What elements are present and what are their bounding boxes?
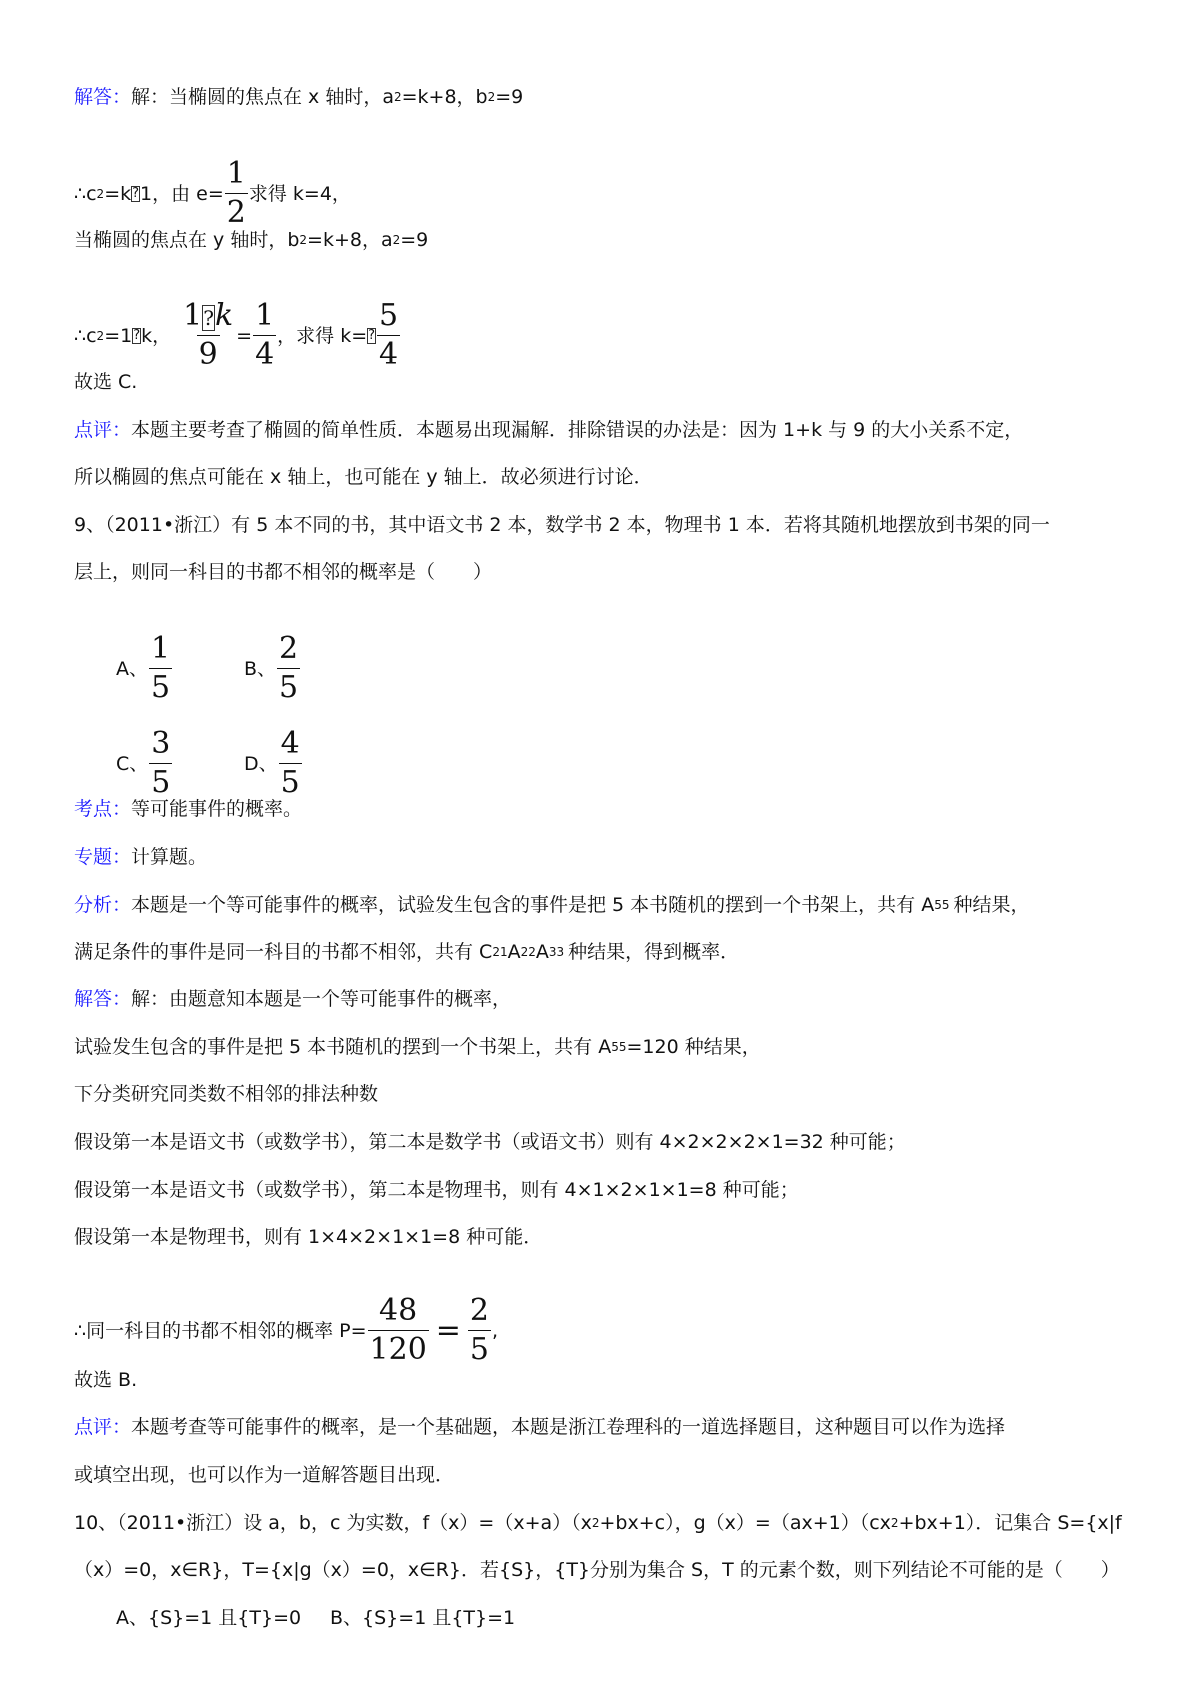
text: ∴同一科目的书都不相邻的概率 P= (74, 1319, 367, 1342)
q9-answer-5: 假设第一本是语文书（或数学书），第二本是物理书，则有 4×1×2×1×1=8 种可能； (74, 1179, 799, 1201)
denominator: 5 (280, 765, 300, 800)
option-b[interactable]: B、{S}=1 且{T}=1 (330, 1607, 516, 1629)
q8-line3: 当椭圆的焦点在 y 轴时，b 2 =k+8，a 2 =9 (74, 229, 429, 251)
fraction (277, 632, 300, 705)
q9-answer-4: 假设第一本是语文书（或数学书），第二本是数学书（或语文书）则有 4×2×2×2×1=32 种可能； (74, 1131, 906, 1153)
numerator: 1 (255, 298, 275, 333)
q9-options-row1 (116, 632, 372, 705)
text: 求得 k=4， (248, 182, 351, 205)
text: 本题是一个等可能事件的概率，试验发生包含的事件是把 5 本书随机的摆到一个书架上，共有 A (131, 894, 935, 916)
fraction (279, 727, 302, 800)
text: A (535, 941, 549, 963)
option-letter: C、 (116, 752, 149, 775)
q9-answer-3: 下分类研究同类数不相邻的排法种数 (74, 1083, 379, 1105)
text: +bx+c），g（x）=（ax+1）（cx (599, 1512, 891, 1534)
q9-zhuanti (74, 845, 207, 869)
equals: = (435, 1312, 461, 1348)
text: 当椭圆的焦点在 y 轴时，b (74, 229, 300, 251)
text: 解：由题意知本题是一个等可能事件的概率， (131, 988, 512, 1010)
numerator: 4 (280, 726, 300, 761)
review-label: 点评： (74, 1416, 132, 1438)
numerator: 1 (151, 631, 171, 666)
text: =k+8，b (401, 86, 488, 108)
numerator: 48 (379, 1293, 418, 1328)
text: 满足条件的事件是同一科目的书都不相邻，共有 C (74, 941, 493, 963)
fraction (253, 299, 276, 372)
option-letter: A、 (116, 657, 148, 680)
text: =1 (104, 324, 133, 347)
text: A (507, 941, 521, 963)
text: 10、（2011•浙江）设 a，b，c 为实数，f（x）=（x+a）（x (74, 1512, 592, 1534)
denominator: 5 (279, 670, 299, 705)
numerator (181, 299, 235, 335)
denominator: 4 (379, 337, 399, 372)
option-letter: B、 (244, 657, 277, 680)
text: =k (104, 182, 132, 205)
denominator: 120 (369, 1332, 427, 1367)
missing-glyph: ? (368, 327, 376, 343)
option-d[interactable] (244, 727, 372, 800)
option-letter: D、 (244, 752, 278, 775)
numerator: 1 (226, 156, 246, 191)
q9-kaodian (74, 797, 302, 821)
q9-answer (74, 987, 511, 1011)
text: 试验发生包含的事件是把 5 本书随机的摆到一个书架上，共有 A (74, 1036, 612, 1058)
review-label: 点评： (74, 419, 132, 441)
numerator: 3 (151, 726, 171, 761)
text: 种结果， (953, 894, 1030, 916)
fraction (149, 632, 172, 705)
fraction (468, 1294, 491, 1367)
denominator: 5 (469, 1332, 490, 1367)
q8-review (74, 418, 1023, 442)
q10-stem-1: 10、（2011•浙江）设 a，b，c 为实数，f（x）=（x+a）（x 2 +bx+c），g（x）=（ax+1）（cx 2 +bx+1）．记集合 S={x|f (74, 1512, 1122, 1534)
option-a[interactable] (116, 632, 244, 705)
numerator: 2 (279, 631, 299, 666)
text: ∴c (74, 324, 97, 347)
denominator: 9 (198, 337, 218, 372)
text: 种结果，得到概率． (568, 941, 740, 963)
text: =120 种结果， (626, 1036, 761, 1058)
fraction (377, 299, 400, 372)
text: 计算题。 (131, 846, 208, 868)
q8-answer-line: 解答： 解：当椭圆的焦点在 x 轴时，a 2 =k+8，b 2 =9 (74, 86, 524, 108)
option-b[interactable] (244, 632, 372, 705)
fraction (181, 299, 235, 372)
var: k (214, 298, 234, 333)
text: =9 (495, 86, 524, 108)
fraction (149, 727, 172, 800)
text: 1，由 e= (140, 182, 224, 205)
text: k， (141, 324, 172, 347)
text: 1 (183, 298, 203, 333)
answer-label: 解答： (74, 988, 132, 1010)
denominator: 5 (151, 765, 171, 800)
fraction (368, 1294, 429, 1367)
zhuanti-label: 专题： (74, 846, 132, 868)
q9-review-2: 或填空出现，也可以作为一道解答题目出现． (74, 1464, 455, 1486)
text: 解：当椭圆的焦点在 x 轴时，a (131, 86, 394, 108)
q9-options-row2 (116, 727, 372, 800)
answer-label: 解答： (74, 86, 132, 108)
q9-stem-1: 9、（2011•浙江）有 5 本不同的书，其中语文书 2 本，数学书 2 本，物理书 1 本．若将其随机地摆放到书架的同一 (74, 514, 1050, 536)
text: =9 (400, 229, 429, 251)
fraction (225, 157, 248, 230)
q10-stem-2: （x）=0，x∈R}，T={x|g（x）=0，x∈R}．若{S}，{T}分别为集合 S，T 的元素个数，则下列结论不可能的是（ ） (74, 1559, 1120, 1581)
missing-glyph: ? (132, 185, 140, 201)
q8-choose: 故选 C. (74, 371, 138, 393)
text: 本题主要考查了椭圆的简单性质．本题易出现漏解．排除错误的办法是：因为 1+k 与 9 的大小关系不定， (131, 419, 1024, 441)
numerator: 5 (379, 298, 399, 333)
q9-choose: 故选 B. (74, 1369, 138, 1391)
q9-answer-7 (74, 1294, 498, 1367)
q8-line2: ∴c 2 =k ? 1，由 e= $\frac{1}{2}$ 求得 k=4， (74, 156, 351, 230)
missing-glyph: ? (133, 327, 141, 343)
numerator: 2 (469, 1293, 490, 1328)
q9-answer-2: 试验发生包含的事件是把 5 本书随机的摆到一个书架上，共有 A 5 5 =120 种结果， (74, 1036, 761, 1058)
q9-answer-6: 假设第一本是物理书，则有 1×4×2×1×1=8 种可能． (74, 1226, 543, 1248)
denominator: 4 (255, 337, 275, 372)
option-c[interactable] (116, 727, 244, 800)
text: , (492, 1319, 499, 1342)
text: 等可能事件的概率。 (131, 798, 303, 820)
q9-review (74, 1415, 1005, 1439)
denominator: 2 (226, 195, 246, 230)
text: ，求得 k= (277, 324, 368, 347)
text: =k+8，a (307, 229, 393, 251)
q9-analysis: 分析： 本题是一个等可能事件的概率，试验发生包含的事件是把 5 本书随机的摆到一个书架上，共有 A 5 5 种结果， (74, 894, 1030, 916)
q10-options (116, 1606, 515, 1630)
option-a[interactable]: A、{S}=1 且{T}=0 (116, 1607, 302, 1629)
text: 本题考查等可能事件的概率，是一个基础题，本题是浙江卷理科的一道选择题目，这种题目可以作为选择 (131, 1416, 1006, 1438)
q9-analysis-2: 满足条件的事件是同一科目的书都不相邻，共有 C 2 1 A 2 2 A 3 3 种结果，得到概率． (74, 941, 740, 963)
analysis-label: 分析： (74, 894, 132, 916)
text: +bx+1）．记集合 S={x|f (898, 1512, 1122, 1534)
denominator: 5 (151, 670, 171, 705)
kaodian-label: 考点： (74, 798, 132, 820)
q9-stem-2: 层上，则同一科目的书都不相邻的概率是（ ） (74, 561, 493, 583)
text: = (236, 324, 253, 347)
q8-line4: ∴c 2 =1 ? k， $\frac{1?k}{9}$ = $\frac{1}{4}$ ，求得 k= ? $\frac{5}{4}$ (74, 298, 399, 372)
missing-glyph: ? (203, 306, 214, 330)
q8-review-2: 所以椭圆的焦点可能在 x 轴上，也可能在 y 轴上．故必须进行讨论． (74, 466, 653, 488)
text: ∴c (74, 182, 97, 205)
